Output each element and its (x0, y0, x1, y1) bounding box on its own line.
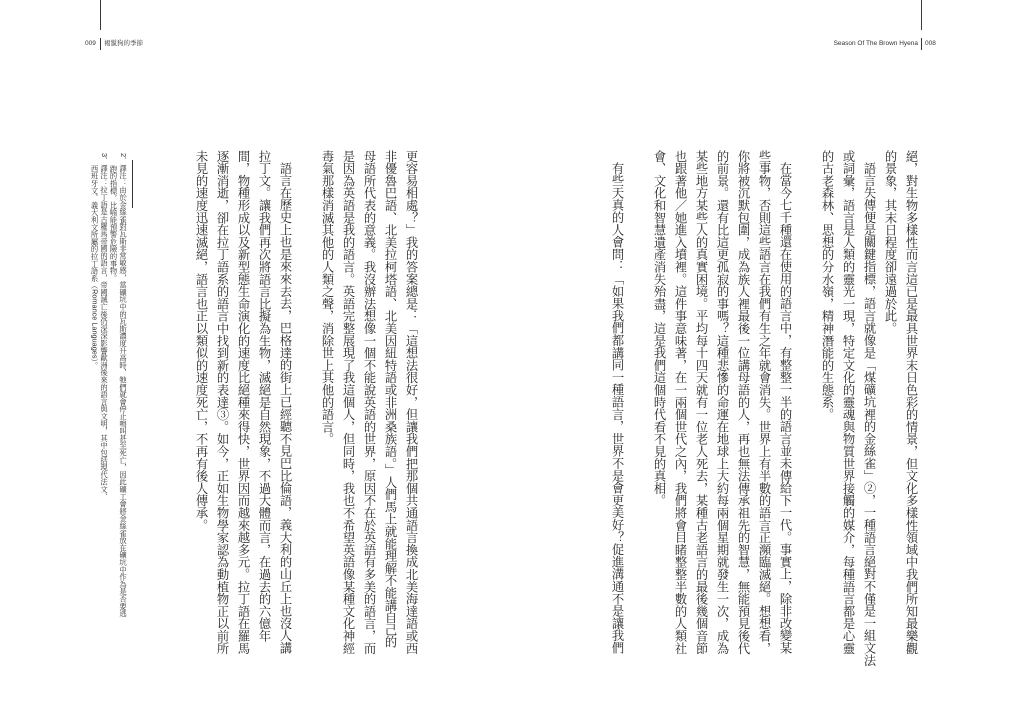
text-column: 母語所代表的意義。我沒辦法想像一個不能說英語的世界，原因不在於英語有多美的語言，而 (362, 150, 376, 655)
text-column: 也跟著他／她進入墳裡。這件事意味著，在一兩個世代之內，我們將會目睹整整半數的人類社 (673, 150, 687, 655)
footnote-rule (132, 160, 133, 208)
text-column: 間，物種形成以及新型態生命演化的速度比絕種來得快，世界因而越來越多元。拉丁語在羅馬 (236, 150, 250, 655)
text-column: 在當今七千種還在使用的語言中，有整整一半的語言並未傳給下一代。事實上，除非改變某 (778, 162, 792, 655)
right-page-body (606, 150, 921, 675)
text-column: 逐漸消逝，卻在拉丁語系的語言中找到新的表達③。如今，正如生物學家認為動植物正以前所 (215, 150, 229, 655)
text-column: 語言在歷史上也是來來去去，巴格達的街上已經聽不見巴比倫語，義大利的山丘上也沒人講 (278, 162, 292, 655)
paragraph-gap (295, 150, 316, 675)
left-page-body (190, 150, 421, 675)
left-top-rule (100, 0, 101, 30)
footnote-line: 西班牙文、義大利文所屬的拉丁語系（Romance Languages）。 (90, 164, 100, 370)
text-column: 非優魯巴語、北美拉柯塔語、北美因紐特語或非洲桑族語。」人們馬上就能理解不能講自己的 (383, 150, 397, 649)
text-column: 更容易相處？」我的答案總是：「這想法很好，但讓我們把那個共通語言換成北美海達語或西 (404, 150, 418, 655)
footnote-line: 2．譯注：由於金絲雀對瓦斯非常敏感，當礦坑中的瓦斯濃度升高時，牠們就會停止鳴叫甚至死亡，因此礦工會將金絲雀放在礦坑中作為是否要逃 (119, 153, 128, 617)
text-column: 某些地方某些人的真實困境。平均每十四天就有一位老人死去，某種古老語言的最後幾個音節 (694, 150, 708, 655)
text-column: 未見的速度迅速滅絕，語言也正以類似的速度死亡，不再有後人傳承。 (194, 150, 208, 532)
text-column: 些事物，否則這些語言在我們有生之年就會消失。世界上有半數的語言正瀕臨滅絕。想想看， (757, 150, 771, 655)
paragraph-gap (795, 150, 816, 675)
text-column: 你將被沉默包圍，成為族人裡最後一位講母語的人，再也無法傳承祖先的智慧，無能預見後代 (736, 150, 750, 655)
left-header-separator (100, 38, 101, 50)
footnotes (90, 153, 128, 673)
right-page-number: 008 (925, 40, 936, 47)
right-header-separator (921, 38, 922, 50)
text-column: 是因為英語是我的語言。英語完整展現了我這個人，但同時，我也不希望英語像某種文化神經 (341, 150, 355, 655)
text-column: 的景象，其末日程度卻遠過於此。 (883, 150, 897, 335)
text-column: 會、文化和智慧遺產消失殆盡，這是我們這個時代看不見的真相。 (652, 150, 666, 507)
footnote-line: 跑的指標，比喻能預警危險的事物。 (109, 164, 119, 282)
text-column: 或詞彙，語言是人類的靈光一現，特定文化的靈魂與物質世界接觸的媒介，每種語言都是心靈 (841, 150, 855, 655)
text-column: 語言失傳便是關鍵指標，語言就像是「煤礦坑裡的金絲雀」②，一種語言絕對不僅是一組文法 (862, 162, 876, 667)
text-column: 毒氣那樣消滅其他的人類之聲，消除世上其他的語言。 (320, 150, 334, 446)
left-running-title: 褐鬣狗的季節 (104, 40, 143, 47)
text-column: 有些天真的人會問：「如果我們都講同一種語言，世界不是會更美好？促進溝通不是讓我們 (610, 162, 624, 655)
footnote-line: 3．譯注：拉丁語是古羅馬帝國的語言，帝國滅亡後仍深深影響歐洲後來的語言與文明，其中包括現代法文、 (100, 153, 109, 501)
text-column: 的前景。還有比這更孤寂的事嗎？這種悲慘的命運在地球上大約每兩個星期就發生一次，成為 (715, 150, 729, 655)
right-top-rule (921, 0, 922, 30)
left-page-number: 009 (85, 40, 96, 47)
paragraph-gap (627, 150, 648, 675)
text-column: 絕，對生物多樣性而言這已是最具世界末日色彩的情景，但文化多樣性領域中我們所知最樂觀 (904, 150, 918, 655)
text-column: 拉丁文。讓我們再次將語言比擬為生物，滅絕是自然現象，不過大體而言，在過去的六億年 (257, 150, 271, 642)
right-running-title: Season Of The Brown Hyena (833, 40, 918, 47)
text-column: 的古老森林、思想的分水嶺，精神潛能的生態系。 (820, 150, 834, 421)
